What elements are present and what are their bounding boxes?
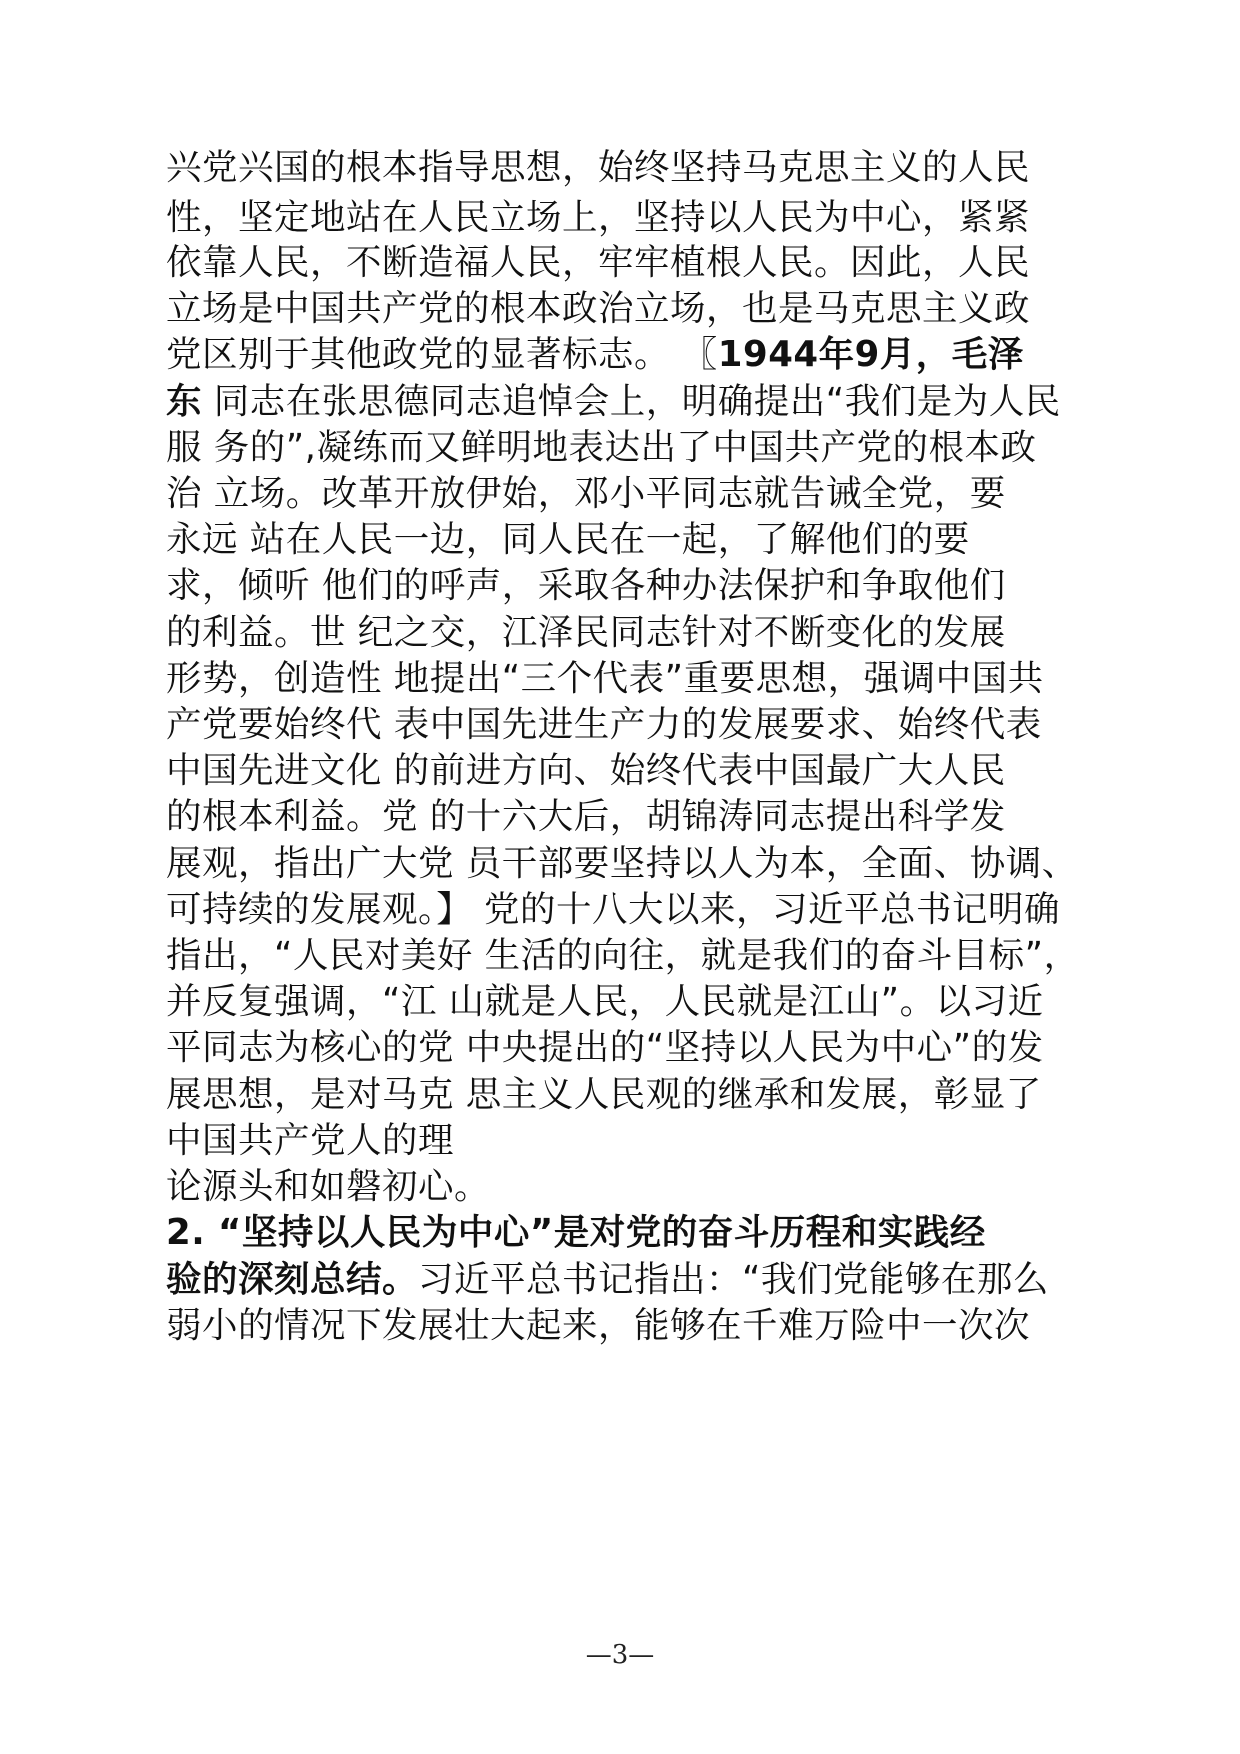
text-line (166, 519, 970, 560)
text-line (166, 1120, 455, 1161)
page-number: —3— (585, 1640, 655, 1670)
text-line (166, 473, 1006, 514)
text-segment: 并反复强调，“江 山就是人民，人民就是江山”。以习近 (166, 981, 1044, 1022)
text-segment: 中国共产党人的理 (166, 1120, 455, 1161)
text-line (166, 1259, 1049, 1300)
text-segment: 求，倾听 他们的呼声，采取各种办法保护和争取他们 (166, 565, 1006, 606)
text-segment: 兴党兴国的根本指导思想，始终坚持马克思主义的人民 (166, 147, 1031, 188)
text-line (166, 197, 1031, 238)
text-segment: 立场是中国共产党的根本政治立场，也是马克思主义政 (166, 288, 1031, 329)
text-line (166, 935, 1080, 976)
text-segment: 治 立场。改革开放伊始，邓小平同志就告诫全党，要 (166, 473, 1006, 514)
text-line (166, 381, 1061, 422)
text-segment: 中国先进文化 的前进方向、始终代表中国最广大人民 (166, 750, 1006, 791)
text-line (166, 750, 1006, 791)
text-segment: 的利益。世 纪之交，江泽民同志针对不断变化的发展 (166, 612, 1006, 653)
text-segment: 可持续的发展观。】 党的十八大以来，习近平总书记明确 (166, 889, 1061, 930)
text-line (166, 843, 1078, 884)
text-segment: 弱小的情况下发展壮大起来，能够在千难万险中一次次 (166, 1305, 1031, 1346)
text-line (166, 1166, 491, 1207)
text-line (166, 889, 1061, 930)
text-segment: 的根本利益。党 的十六大后，胡锦涛同志提出科学发 (166, 796, 1006, 837)
text-line (166, 704, 1042, 745)
text-line (166, 242, 1031, 283)
bold-text-segment: 2. “坚持以人民为中心”是对党的奋斗历程和实践经 (166, 1212, 986, 1253)
text-line (166, 612, 1006, 653)
text-line (166, 565, 1006, 606)
text-line (166, 981, 1044, 1022)
text-segment: 展观，指出广大党 员干部要坚持以人为本，全面、协调、 (166, 843, 1078, 884)
text-segment: 平同志为核心的党 中央提出的“坚持以人民为中心”的发 (166, 1027, 1044, 1068)
text-segment: 党区别于其他政党的显著标志。 〖 (166, 334, 718, 375)
text-line (166, 1027, 1044, 1068)
text-line (166, 1212, 986, 1253)
text-segment: 永远 站在人民一边，同人民在一起，了解他们的要 (166, 519, 970, 560)
text-line (166, 1305, 1031, 1346)
text-line (166, 288, 1031, 329)
text-segment: 习近平总书记指出：“我们党能够在那么 (418, 1259, 1049, 1300)
text-segment: 指出，“人民对美好 生活的向往，就是我们的奋斗目标”， (166, 935, 1080, 976)
text-segment: 同志在张思德同志追悼会上，明确提出“我们是为人民 (202, 381, 1061, 422)
text-segment: 性，坚定地站在人民立场上，坚持以人民为中心，紧紧 (166, 197, 1031, 238)
text-line (166, 427, 1037, 468)
text-segment: 展思想，是对马克 思主义人民观的继承和发展，彰显了 (166, 1074, 1042, 1115)
bold-text-segment: 东 (166, 381, 203, 422)
text-segment: 服 务的”,凝练而又鲜明地表达出了中国共产党的根本政 (166, 427, 1037, 468)
text-segment: 论源头和如磐初心。 (166, 1166, 491, 1207)
text-segment: 依靠人民，不断造福人民，牢牢植根人民。因此，人民 (166, 242, 1031, 283)
bold-text-segment: 验的深刻总结。 (166, 1259, 419, 1300)
text-line (166, 658, 1044, 699)
text-line (166, 1074, 1042, 1115)
bold-text-segment: 1944年9月，毛泽 (717, 334, 1024, 375)
text-segment: 产党要始终代 表中国先进生产力的发展要求、始终代表 (166, 704, 1042, 745)
text-line (166, 334, 1024, 375)
text-line (166, 796, 1006, 837)
text-line (166, 147, 1031, 188)
text-segment: 形势，创造性 地提出“三个代表”重要思想，强调中国共 (166, 658, 1044, 699)
